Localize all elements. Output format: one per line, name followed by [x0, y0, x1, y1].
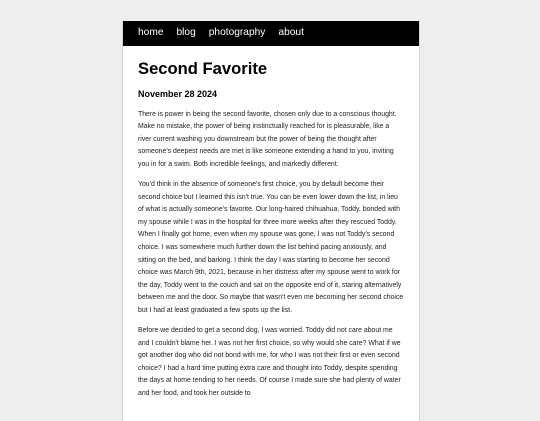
nav-link-blog[interactable]: blog	[176, 27, 196, 39]
post-body	[138, 109, 404, 401]
nav-link-home[interactable]: home	[138, 27, 164, 39]
post-paragraph: There is power in being the second favorite, chosen only due to a conscious thought. Make no mistake, the power of being instinctually reached for is pleasurable, like a river current washing you downstream but the power of being the thought after someone's deepest needs are met is like someone extending a hand to you, inviting you in for a swim. Both incredible feelings, and markedly different.	[138, 110, 397, 168]
page-container	[122, 21, 420, 421]
post-paragraph: You'd think in the absence of someone's first choice, you by default become their second choice but I learned this isn't true. You can be even lower down the list, in lieu of what is actually someone's favorite. Our long-haired chihuahua, Toddy, bonded with my spouse while I was in the hospital for three more weeks after they rescued Toddy. When I finally got home, even when my spouse was gone, I was not Toddy's second choice. I was somewhere much further down the list behind pacing anxiously, and sitting on the bed, and barking. I think the day I was starting to become her second choice was March 9th, 2021, because in her distress after my spouse went to work for the day, Toddy went to the couch and sat on the opposite end of it, staring alternatively between me and the door. So maybe that wasn't even me becoming her second choice but I had at least graduated a few spots up the list.	[138, 181, 404, 314]
post-content	[123, 59, 419, 401]
post-date: November 28 2024	[138, 88, 218, 99]
nav-link-about[interactable]: about	[278, 27, 304, 39]
post-title: Second Favorite	[138, 59, 268, 78]
post-paragraph: Before we decided to get a second dog, I was worried. Toddy did not care about me and I couldn't blame her. I was not her first choice, so why would she care? What if we got another dog who did not bond with me, for who I was not their first or even second choice? I had a hard time putting extra care and thought into Toddy, despite spending the days at home tending to her needs. Of course I made sure she had plenty of water and her food, and took her outside to	[138, 327, 401, 397]
top-navbar	[123, 21, 419, 46]
nav-link-photography[interactable]: photography	[208, 27, 266, 39]
